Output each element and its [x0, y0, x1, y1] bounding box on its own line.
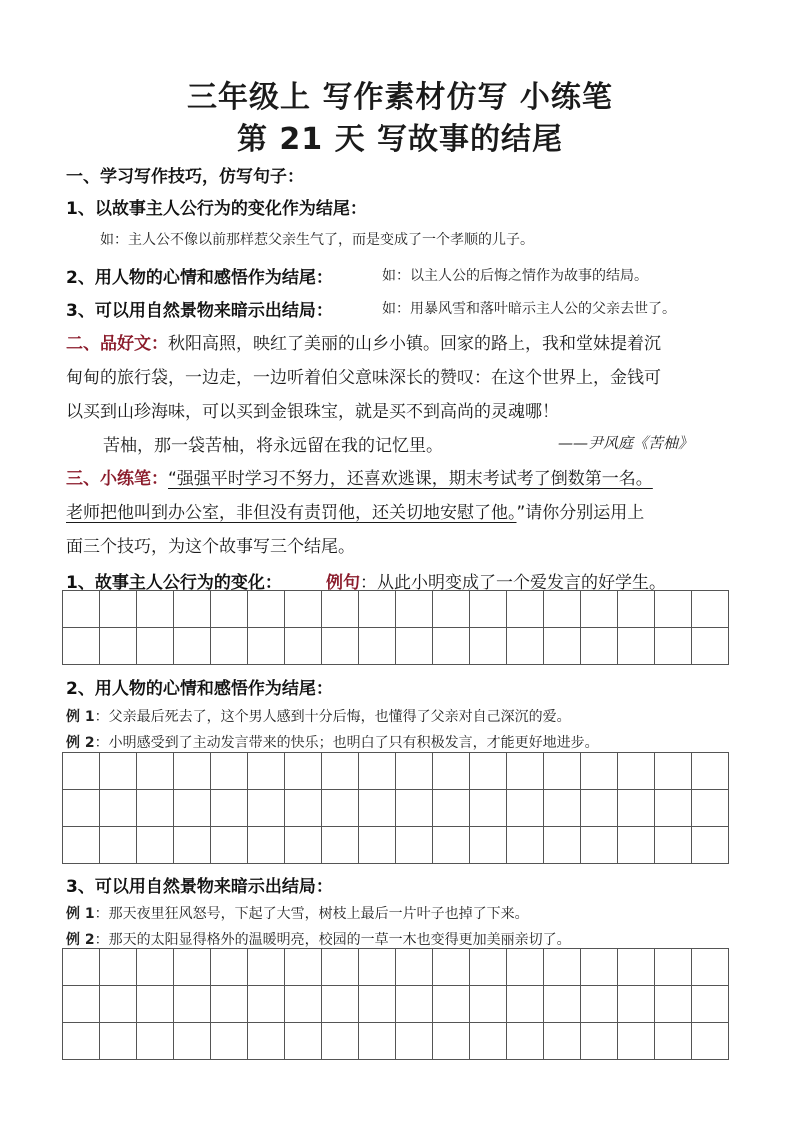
grid-cell[interactable] — [174, 790, 211, 827]
grid-cell[interactable] — [433, 628, 470, 665]
grid-cell[interactable] — [655, 790, 692, 827]
grid-cell[interactable] — [655, 986, 692, 1023]
grid-cell[interactable] — [544, 628, 581, 665]
grid-cell[interactable] — [322, 1023, 359, 1060]
grid-cell[interactable] — [359, 949, 396, 986]
grid-cell[interactable] — [100, 591, 137, 628]
grid-cell[interactable] — [211, 628, 248, 665]
exercise3-example2-text: ：那天的太阳显得格外的温暖明亮，校园的一草一木也变得更加美丽亲切了。 — [94, 932, 571, 948]
section2-text1: 秋阳高照，映红了美丽的山乡小镇。回家的路上，我和堂妹提着沉 — [168, 334, 661, 354]
grid-cell[interactable] — [211, 790, 248, 827]
grid-cell[interactable] — [248, 1023, 285, 1060]
tip1-example: 如：主人公不像以前那样惹父亲生气了，而是变成了一个孝顺的儿子。 — [100, 232, 534, 248]
exercise3-label: 3、可以用自然景物来暗示出结局： — [66, 877, 333, 897]
grid-cell[interactable] — [285, 1023, 322, 1060]
grid-cell[interactable] — [655, 827, 692, 864]
grid-cell[interactable] — [396, 949, 433, 986]
grid-cell[interactable] — [581, 827, 618, 864]
grid-cell[interactable] — [618, 790, 655, 827]
grid-cell[interactable] — [285, 790, 322, 827]
grid-cell[interactable] — [618, 827, 655, 864]
exercise3-example2-tag: 例 2 — [66, 932, 95, 948]
writing-grid-2[interactable] — [62, 752, 729, 864]
grid-cell[interactable] — [137, 628, 174, 665]
grid-cell[interactable] — [618, 591, 655, 628]
grid-cell[interactable] — [581, 753, 618, 790]
grid-cell[interactable] — [581, 591, 618, 628]
grid-cell[interactable] — [137, 591, 174, 628]
grid-cell[interactable] — [322, 790, 359, 827]
section3-quote2: 老师把他叫到办公室，非但没有责罚他，还关切地安慰了他。 — [66, 503, 517, 523]
exercise2-example1-text: ：父亲最后死去了，这个男人感到十分后悔，也懂得了父亲对自己深沉的爱。 — [94, 709, 571, 725]
grid-cell[interactable] — [507, 986, 544, 1023]
section3-quote-end: ”请你分别运用上 — [516, 503, 645, 523]
grid-cell[interactable] — [507, 628, 544, 665]
grid-cell[interactable] — [248, 628, 285, 665]
grid-cell[interactable] — [174, 949, 211, 986]
tip1-label: 1、以故事主人公行为的变化作为结尾： — [66, 199, 367, 219]
grid-cell[interactable] — [211, 986, 248, 1023]
grid-cell[interactable] — [100, 628, 137, 665]
grid-cell[interactable] — [433, 827, 470, 864]
grid-cell[interactable] — [359, 591, 396, 628]
grid-cell[interactable] — [359, 790, 396, 827]
grid-cell[interactable] — [174, 753, 211, 790]
section3-line2 — [66, 498, 644, 523]
grid-cell[interactable] — [63, 628, 100, 665]
grid-cell[interactable] — [63, 753, 100, 790]
grid-cell[interactable] — [137, 827, 174, 864]
grid-cell[interactable] — [322, 628, 359, 665]
grid-cell[interactable] — [581, 628, 618, 665]
grid-cell[interactable] — [100, 790, 137, 827]
grid-cell[interactable] — [544, 827, 581, 864]
section1-heading: 一、学习写作技巧，仿写句子： — [66, 167, 304, 187]
exercise2-example2-tag: 例 2 — [66, 735, 95, 751]
grid-cell[interactable] — [618, 628, 655, 665]
grid-cell[interactable] — [285, 628, 322, 665]
grid-cell[interactable] — [322, 949, 359, 986]
grid-cell[interactable] — [618, 753, 655, 790]
grid-cell[interactable] — [618, 949, 655, 986]
grid-cell[interactable] — [285, 949, 322, 986]
grid-cell[interactable] — [211, 591, 248, 628]
grid-cell[interactable] — [692, 949, 729, 986]
grid-cell[interactable] — [581, 790, 618, 827]
page-title: 三年级上 写作素材仿写 小练笔 — [187, 80, 613, 115]
grid-cell[interactable] — [137, 1023, 174, 1060]
grid-cell[interactable] — [692, 986, 729, 1023]
grid-cell[interactable] — [544, 591, 581, 628]
grid-cell[interactable] — [618, 986, 655, 1023]
grid-cell[interactable] — [396, 827, 433, 864]
grid-cell[interactable] — [359, 628, 396, 665]
exercise3-example1-text: ：那天夜里狂风怒号，下起了大雪，树枝上最后一片叶子也掉了下来。 — [94, 906, 529, 922]
grid-cell[interactable] — [285, 827, 322, 864]
grid-cell[interactable] — [100, 827, 137, 864]
page-subtitle: 第 21 天 写故事的结尾 — [236, 122, 564, 157]
section2-label: 二、品好文： — [66, 334, 168, 354]
grid-cell[interactable] — [63, 790, 100, 827]
grid-cell[interactable] — [396, 986, 433, 1023]
tip2-example: 如：以主人公的后悔之情作为故事的结局。 — [382, 268, 648, 284]
grid-cell[interactable] — [174, 827, 211, 864]
grid-cell[interactable] — [581, 986, 618, 1023]
grid-cell[interactable] — [396, 790, 433, 827]
exercise2-label: 2、用人物的心情和感悟作为结尾： — [66, 679, 333, 699]
grid-cell[interactable] — [137, 986, 174, 1023]
grid-cell[interactable] — [433, 790, 470, 827]
grid-cell[interactable] — [470, 1023, 507, 1060]
writing-grid-3[interactable] — [62, 948, 729, 1060]
grid-cell[interactable] — [544, 1023, 581, 1060]
grid-cell[interactable] — [359, 1023, 396, 1060]
grid-cell[interactable] — [211, 753, 248, 790]
grid-cell[interactable] — [285, 986, 322, 1023]
grid-cell[interactable] — [211, 1023, 248, 1060]
grid-cell[interactable] — [322, 591, 359, 628]
grid-cell[interactable] — [470, 628, 507, 665]
grid-cell[interactable] — [433, 1023, 470, 1060]
grid-cell[interactable] — [322, 986, 359, 1023]
grid-cell[interactable] — [100, 1023, 137, 1060]
grid-cell[interactable] — [692, 591, 729, 628]
grid-cell[interactable] — [655, 628, 692, 665]
exercise1-label: 1、故事主人公行为的变化： — [66, 573, 282, 593]
grid-cell[interactable] — [174, 628, 211, 665]
grid-cell[interactable] — [137, 949, 174, 986]
tip3-example: 如：用暴风雪和落叶暗示主人公的父亲去世了。 — [382, 301, 676, 317]
section2-line1 — [66, 329, 661, 354]
grid-cell[interactable] — [359, 827, 396, 864]
exercise3-example1 — [66, 903, 529, 923]
grid-cell[interactable] — [322, 827, 359, 864]
grid-cell[interactable] — [63, 591, 100, 628]
tip2-label: 2、用人物的心情和感悟作为结尾： — [66, 268, 333, 288]
grid-cell[interactable] — [581, 1023, 618, 1060]
grid-cell[interactable] — [655, 591, 692, 628]
grid-cell[interactable] — [211, 827, 248, 864]
grid-cell[interactable] — [692, 628, 729, 665]
grid-cell[interactable] — [433, 753, 470, 790]
grid-cell[interactable] — [507, 790, 544, 827]
section2-line3: 以买到山珍海味，可以买到金银珠宝，就是买不到高尚的灵魂哪！ — [66, 402, 559, 422]
grid-cell[interactable] — [396, 591, 433, 628]
grid-cell[interactable] — [507, 827, 544, 864]
section3-line1 — [66, 464, 653, 489]
grid-cell[interactable] — [544, 790, 581, 827]
grid-cell[interactable] — [692, 753, 729, 790]
grid-cell[interactable] — [544, 949, 581, 986]
grid-cell[interactable] — [285, 591, 322, 628]
exercise3-example1-tag: 例 1 — [66, 906, 95, 922]
grid-cell[interactable] — [618, 1023, 655, 1060]
grid-cell[interactable] — [248, 790, 285, 827]
writing-grid-1[interactable] — [62, 590, 729, 665]
exercise2-example2-text: ：小明感受到了主动发言带来的快乐；也明白了只有积极发言，才能更好地进步。 — [94, 735, 599, 751]
grid-cell[interactable] — [174, 1023, 211, 1060]
grid-cell[interactable] — [63, 827, 100, 864]
grid-cell[interactable] — [63, 1023, 100, 1060]
section2-line2: 甸甸的旅行袋，一边走，一边听着伯父意味深长的赞叹：在这个世界上，金钱可 — [66, 368, 661, 388]
grid-cell[interactable] — [507, 1023, 544, 1060]
grid-cell[interactable] — [433, 949, 470, 986]
grid-cell[interactable] — [544, 986, 581, 1023]
grid-cell[interactable] — [211, 949, 248, 986]
grid-cell[interactable] — [470, 591, 507, 628]
grid-cell[interactable] — [655, 949, 692, 986]
grid-cell[interactable] — [396, 753, 433, 790]
grid-cell[interactable] — [359, 986, 396, 1023]
grid-cell[interactable] — [137, 753, 174, 790]
grid-cell[interactable] — [581, 949, 618, 986]
grid-cell[interactable] — [248, 591, 285, 628]
grid-cell[interactable] — [100, 949, 137, 986]
grid-cell[interactable] — [63, 986, 100, 1023]
tip3-label: 3、可以用自然景物来暗示出结局： — [66, 301, 333, 321]
grid-cell[interactable] — [137, 790, 174, 827]
grid-cell[interactable] — [100, 986, 137, 1023]
exercise2-example1-tag: 例 1 — [66, 709, 95, 725]
grid-cell[interactable] — [433, 986, 470, 1023]
grid-cell[interactable] — [507, 949, 544, 986]
grid-cell[interactable] — [544, 753, 581, 790]
grid-cell[interactable] — [507, 753, 544, 790]
grid-cell[interactable] — [692, 827, 729, 864]
grid-cell[interactable] — [63, 949, 100, 986]
grid-cell[interactable] — [396, 628, 433, 665]
grid-cell[interactable] — [322, 753, 359, 790]
grid-cell[interactable] — [470, 986, 507, 1023]
grid-cell[interactable] — [470, 790, 507, 827]
grid-cell[interactable] — [174, 591, 211, 628]
section3-label: 三、小练笔： — [66, 469, 168, 489]
exercise2-example1 — [66, 706, 571, 726]
grid-cell[interactable] — [248, 827, 285, 864]
grid-cell[interactable] — [655, 753, 692, 790]
section2-source: ——尹风庭《苦柚》 — [558, 434, 694, 452]
exercise1-example-tag: 例句 — [326, 573, 360, 593]
grid-cell[interactable] — [470, 753, 507, 790]
grid-cell[interactable] — [396, 1023, 433, 1060]
grid-cell[interactable] — [248, 753, 285, 790]
exercise3-example2 — [66, 929, 571, 949]
grid-cell[interactable] — [248, 949, 285, 986]
grid-cell[interactable] — [692, 1023, 729, 1060]
grid-cell[interactable] — [433, 591, 470, 628]
grid-cell[interactable] — [692, 790, 729, 827]
section3-quote1: “强强平时学习不努力，还喜欢逃课，期末考试考了倒数第一名。 — [168, 469, 653, 489]
exercise1-example-text: ：从此小明变成了一个爱发言的好学生。 — [360, 573, 666, 593]
grid-cell[interactable] — [359, 753, 396, 790]
exercise2-example2 — [66, 732, 599, 752]
grid-cell[interactable] — [470, 827, 507, 864]
grid-cell[interactable] — [174, 986, 211, 1023]
grid-cell[interactable] — [100, 753, 137, 790]
grid-cell[interactable] — [285, 753, 322, 790]
section3-instruction: 面三个技巧，为这个故事写三个结尾。 — [66, 537, 355, 557]
grid-cell[interactable] — [507, 591, 544, 628]
grid-cell[interactable] — [470, 949, 507, 986]
grid-cell[interactable] — [655, 1023, 692, 1060]
section2-line4: 苦柚，那一袋苦柚，将永远留在我的记忆里。 — [103, 436, 443, 456]
grid-cell[interactable] — [248, 986, 285, 1023]
